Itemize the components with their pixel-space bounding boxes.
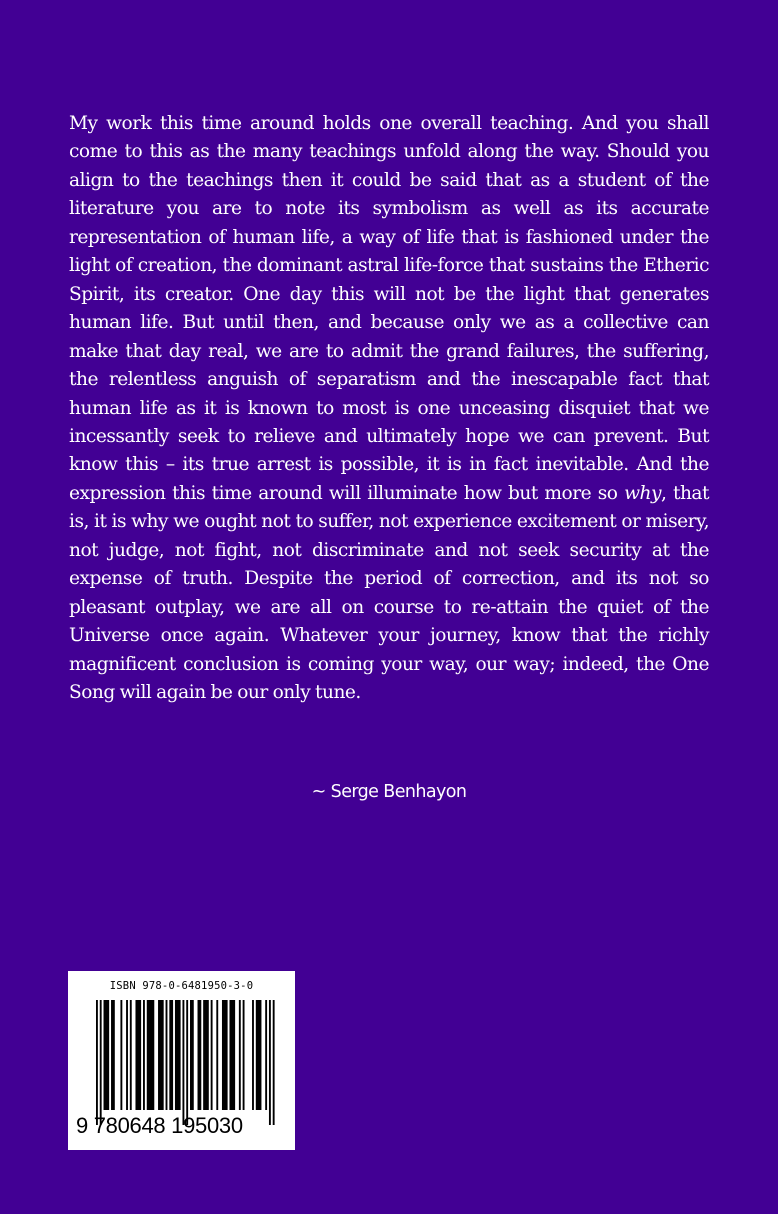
barcode-bar (175, 1000, 181, 1110)
isbn-barcode (68, 971, 295, 1150)
barcode-bar (147, 1000, 155, 1110)
blurb-emphasis-why: why (624, 482, 661, 504)
blurb-paragraph (69, 110, 709, 708)
barcode-bar (182, 1000, 184, 1125)
barcode-bar (243, 1000, 245, 1110)
blurb-text-part-1: My work this time around holds one overall teaching. And you shall come to this as the many teachings unfold along the way. Should you align to the teachings then it could be said that as a student of the literature you are to note its symbolism as well as its accurate representation of human life, a way of life that is fashioned under the light of creation, the dominant astral life-force that sustains the Etheric Spirit, its creator. One day this will not be the light that generates human life. But until then, and because only we as a collective can make that day real, we are to admit the grand failures, the suffering, the relentless anguish of separatism and the inescapable fact that human life as it is known to most is one unceasing disquiet that we incessantly seek to relieve and ultimately hope we can prevent. But know this – its true arrest is possible, it is in fact inevitable. And the expression this time around will illuminate how but more so (69, 113, 709, 504)
barcode-bar (239, 1000, 241, 1110)
barcode-bar (169, 1000, 173, 1110)
barcode-bar (100, 1000, 102, 1125)
barcode-bar (265, 1000, 267, 1110)
barcode-bar (211, 1000, 213, 1110)
barcode-bar (269, 1000, 271, 1125)
barcode-bar (143, 1000, 145, 1110)
barcode-bar (130, 1000, 132, 1110)
barcode-bar (190, 1000, 194, 1110)
barcode-bar (273, 1000, 275, 1125)
barcode-bar (198, 1000, 202, 1110)
barcode-bar (111, 1000, 115, 1110)
barcode-bar (252, 1000, 254, 1110)
barcode-bar (166, 1000, 168, 1110)
barcode-bar (222, 1000, 228, 1110)
author-attribution: ~ Serge Benhayon (311, 782, 467, 802)
barcode-bar (135, 1000, 141, 1110)
isbn-label: ISBN 978-0-6481950-3-0 (109, 980, 254, 992)
barcode-bar (126, 1000, 128, 1110)
barcode-bar (96, 1000, 98, 1125)
barcode-bar (104, 1000, 110, 1110)
barcode-bar (120, 1000, 122, 1110)
barcode-bar (256, 1000, 262, 1110)
barcode-digits: 9 780648 195030 (76, 1113, 243, 1138)
barcode-bar (216, 1000, 218, 1110)
barcode-bar (186, 1000, 188, 1125)
barcode-bar (229, 1000, 235, 1110)
barcode-bar (203, 1000, 209, 1110)
blurb-text-part-2: , that is, it is why we ought not to suffer, not experience excitement or misery, not judge, not fight, not discriminate and not seek security at the expense of truth. Despite the period of correction, and its not so pleasant outplay, we are all on course to re-attain the quiet of the Universe once again. Whatever your journey, know that the richly magnificent conclusion is coming your way, our way; indeed, the One Song will again be our only tune. (69, 482, 709, 704)
barcode-bar (158, 1000, 164, 1110)
